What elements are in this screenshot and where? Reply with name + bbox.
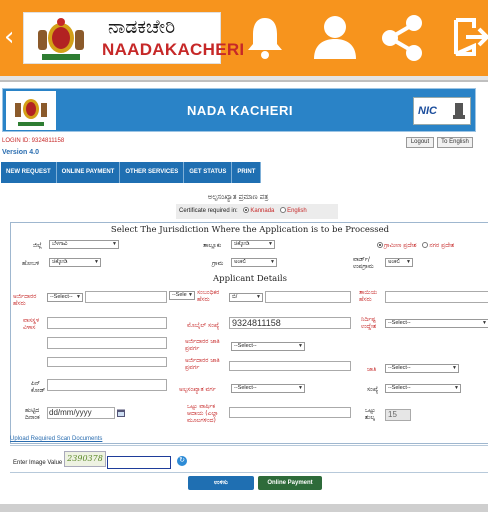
- hamlet-select[interactable]: [385, 258, 413, 267]
- captcha-input[interactable]: [107, 456, 171, 469]
- app-bar: [0, 0, 488, 76]
- menu-get-status[interactable]: GET STATUS: [184, 162, 232, 183]
- chevron-down-icon: ▼: [406, 259, 411, 265]
- hamlet-value: ಅಂಕಲಿ: [388, 259, 401, 265]
- income-input[interactable]: [229, 407, 351, 418]
- chevron-down-icon: ▼: [112, 241, 117, 247]
- caste-value: --Select--: [388, 365, 411, 371]
- hamlet-label: ವಾರ್ಡ್/ ಉಪಗ್ರಾಮ: [353, 256, 374, 270]
- share-icon[interactable]: [378, 14, 426, 62]
- religion-label: ಅರ್ಜಿದಾರರ ಜಾತಿ ಪ್ರವರ್ಗ: [185, 338, 220, 352]
- minority-value: --Select--: [234, 385, 257, 391]
- to-english-button[interactable]: To English: [437, 137, 473, 148]
- salutation-value: --Select--: [50, 294, 73, 300]
- pincode-input[interactable]: [47, 379, 167, 391]
- chevron-down-icon: ▼: [298, 385, 303, 391]
- main-menu: [1, 162, 261, 183]
- village-label: ಗ್ರಾಮ: [212, 260, 224, 267]
- dob-label: ಹುಟ್ಟಿದ ದಿನಾಂಕ: [25, 407, 40, 421]
- urban-option: ನಗರ ಪ್ರದೇಶ: [429, 242, 455, 249]
- relation-select[interactable]: [169, 291, 195, 300]
- english-radio[interactable]: [280, 207, 286, 213]
- back-chevron-icon[interactable]: ‹: [4, 22, 15, 52]
- chevron-down-icon: ▼: [482, 320, 487, 326]
- district-select[interactable]: [49, 240, 119, 249]
- logout-icon[interactable]: [452, 14, 488, 60]
- mother-name-input[interactable]: [385, 291, 488, 303]
- english-option: English: [287, 208, 307, 214]
- relation-name-input[interactable]: [265, 291, 351, 303]
- chevron-down-icon: ▼: [188, 292, 193, 298]
- fee-input: 15: [385, 409, 411, 421]
- bottom-edge: [0, 504, 488, 512]
- village-value: ಅಂಕಲಿ: [234, 259, 247, 265]
- taluk-label: ತಾಲ್ಲೂಕು: [203, 242, 222, 249]
- user-icon[interactable]: [311, 14, 359, 60]
- address-label: ವಾಸಸ್ಥಳ ವಿಳಾಸ: [23, 317, 40, 331]
- hobli-label: ಹೋಬಳಿ: [22, 260, 40, 267]
- menu-print[interactable]: PRINT: [232, 162, 261, 183]
- banner-title: NADA KACHERI: [187, 103, 293, 118]
- caste-select[interactable]: [385, 364, 459, 373]
- relation-prefix-value: ಬಿ/: [232, 294, 238, 300]
- nic-logo: [413, 97, 471, 125]
- relation-name-label: ಸಂಬಂಧಿಕರ ಹೆಸರು: [197, 289, 220, 303]
- menu-online-payment[interactable]: ONLINE PAYMENT: [57, 162, 121, 183]
- mother-name-label: ತಾಯಿಯ ಹೆಸರು: [359, 289, 378, 303]
- save-button[interactable]: ಉಳಿಸು: [188, 476, 254, 490]
- applicant-title: Applicant Details: [212, 274, 287, 284]
- brand-english: NAADAKACHERI: [102, 40, 245, 59]
- calendar-icon[interactable]: [117, 409, 125, 417]
- name-label: ಅರ್ಜಿದಾರರ ಹೆಸರು: [13, 293, 37, 307]
- caste-label: ಜಾತಿ: [367, 366, 377, 373]
- captcha-label: Enter Image Value: [13, 460, 63, 466]
- area-type: [373, 242, 454, 249]
- refresh-icon[interactable]: ↻: [177, 456, 187, 466]
- login-id: LOGIN ID: 9324811158: [2, 138, 65, 144]
- purpose-value: --Select--: [388, 320, 411, 326]
- address-line1-input[interactable]: [47, 317, 167, 329]
- purpose-label: ನಿರ್ದಿಷ್ಟ ಉದ್ದೇಶ: [361, 316, 377, 330]
- nic-logo-text: NIC: [418, 105, 437, 117]
- divider: [10, 445, 488, 446]
- page-heading: ಅಲ್ಪಸಂಖ್ಯಾತ ಪ್ರಮಾಣ ಪತ್ರ: [207, 193, 269, 201]
- brand-kannada: ನಾಡಕಚೇರಿ: [108, 16, 176, 38]
- salutation-select[interactable]: [47, 293, 83, 302]
- village-select[interactable]: [231, 258, 277, 267]
- urban-radio[interactable]: [422, 242, 428, 248]
- divider: [10, 472, 488, 473]
- mobile-input[interactable]: 9324811158: [229, 317, 351, 329]
- taluk-select[interactable]: [231, 240, 275, 249]
- application-form: [10, 222, 488, 444]
- rural-option: ಗ್ರಾಮೀಣ ಪ್ರದೇಶ: [384, 242, 417, 249]
- web-page: [0, 80, 488, 504]
- occupation-input[interactable]: [229, 361, 351, 371]
- kannada-radio[interactable]: [243, 207, 249, 213]
- number-label: ಸಂಖ್ಯೆ: [367, 386, 379, 393]
- certificate-label: Certificate required in:: [179, 208, 238, 214]
- kannada-option: Kannada: [250, 208, 275, 214]
- number-select[interactable]: [385, 384, 461, 393]
- ashoka-emblem-icon: [451, 101, 467, 122]
- hobli-select[interactable]: [49, 258, 101, 267]
- naadakacheri-logo: [23, 12, 245, 64]
- bell-icon[interactable]: [245, 14, 285, 60]
- online-payment-button[interactable]: Online Payment: [258, 476, 322, 490]
- captcha-image: 2390378: [64, 451, 106, 467]
- chevron-down-icon: ▼: [268, 241, 273, 247]
- district-label: ಜಿಲ್ಲೆ: [33, 242, 42, 249]
- income-label: ಒಟ್ಟು ವಾರ್ಷಿಕ ಆದಾಯ (ಎಲ್ಲಾ ಮೂಲಗಳಿಂದ): [187, 403, 219, 424]
- address-line3-input[interactable]: [47, 357, 167, 367]
- chevron-down-icon: ▼: [452, 365, 457, 371]
- district-value: ಬೆಳಗಾವಿ: [52, 241, 68, 247]
- relation-value: --Sele: [172, 292, 187, 298]
- dob-input[interactable]: dd/mm/yyyy: [47, 407, 115, 419]
- applicant-name-input[interactable]: [85, 291, 167, 303]
- chevron-down-icon: ▼: [454, 385, 459, 391]
- rural-radio[interactable]: [377, 242, 383, 248]
- chevron-down-icon: ▼: [270, 259, 275, 265]
- purpose-select[interactable]: [385, 319, 488, 328]
- minority-label: ಅಲ್ಪಸಂಖ್ಯಾತ ವರ್ಗ: [179, 386, 216, 393]
- fee-label: ಒಟ್ಟು ಶುಲ್ಕ: [365, 407, 376, 421]
- religion-value: --Select--: [234, 343, 257, 349]
- mobile-label: ಮೊಬೈಲ್ ಸಂಖ್ಯೆ: [187, 322, 220, 329]
- pincode-label: ಪಿನ್ ಕೋಡ್: [31, 380, 46, 394]
- taluk-value: ಚಿಕ್ಕೋಡಿ: [234, 241, 250, 247]
- religion-select[interactable]: [231, 342, 305, 351]
- number-value: --Select--: [388, 385, 411, 391]
- upload-documents-link[interactable]: Upload Required Scan Documents: [10, 436, 103, 442]
- logout-button[interactable]: Logout: [406, 137, 434, 148]
- version-label: Version 4.0: [2, 149, 39, 156]
- chevron-down-icon: ▼: [298, 343, 303, 349]
- address-line2-input[interactable]: [47, 337, 167, 349]
- karnataka-emblem-icon: [28, 16, 94, 62]
- chevron-down-icon: ▼: [76, 294, 81, 300]
- chevron-down-icon: ▼: [94, 259, 99, 265]
- menu-other-services[interactable]: OTHER SERVICES: [120, 162, 184, 183]
- certificate-language: [176, 204, 338, 219]
- hobli-value: ಚಿಕ್ಕೋಡಿ: [52, 259, 68, 265]
- relation-prefix-select[interactable]: [229, 293, 263, 302]
- minority-select[interactable]: [231, 384, 305, 393]
- header-banner: [2, 88, 476, 132]
- menu-new-request[interactable]: NEW REQUEST: [1, 162, 57, 183]
- occupation-label: ಅರ್ಜಿದಾರರ ಜಾತಿ ಪ್ರವರ್ಗ: [185, 357, 220, 371]
- chevron-down-icon: ▼: [256, 294, 261, 300]
- jurisdiction-title: Select The Jurisdiction Where the Application is to be Processed: [110, 225, 390, 235]
